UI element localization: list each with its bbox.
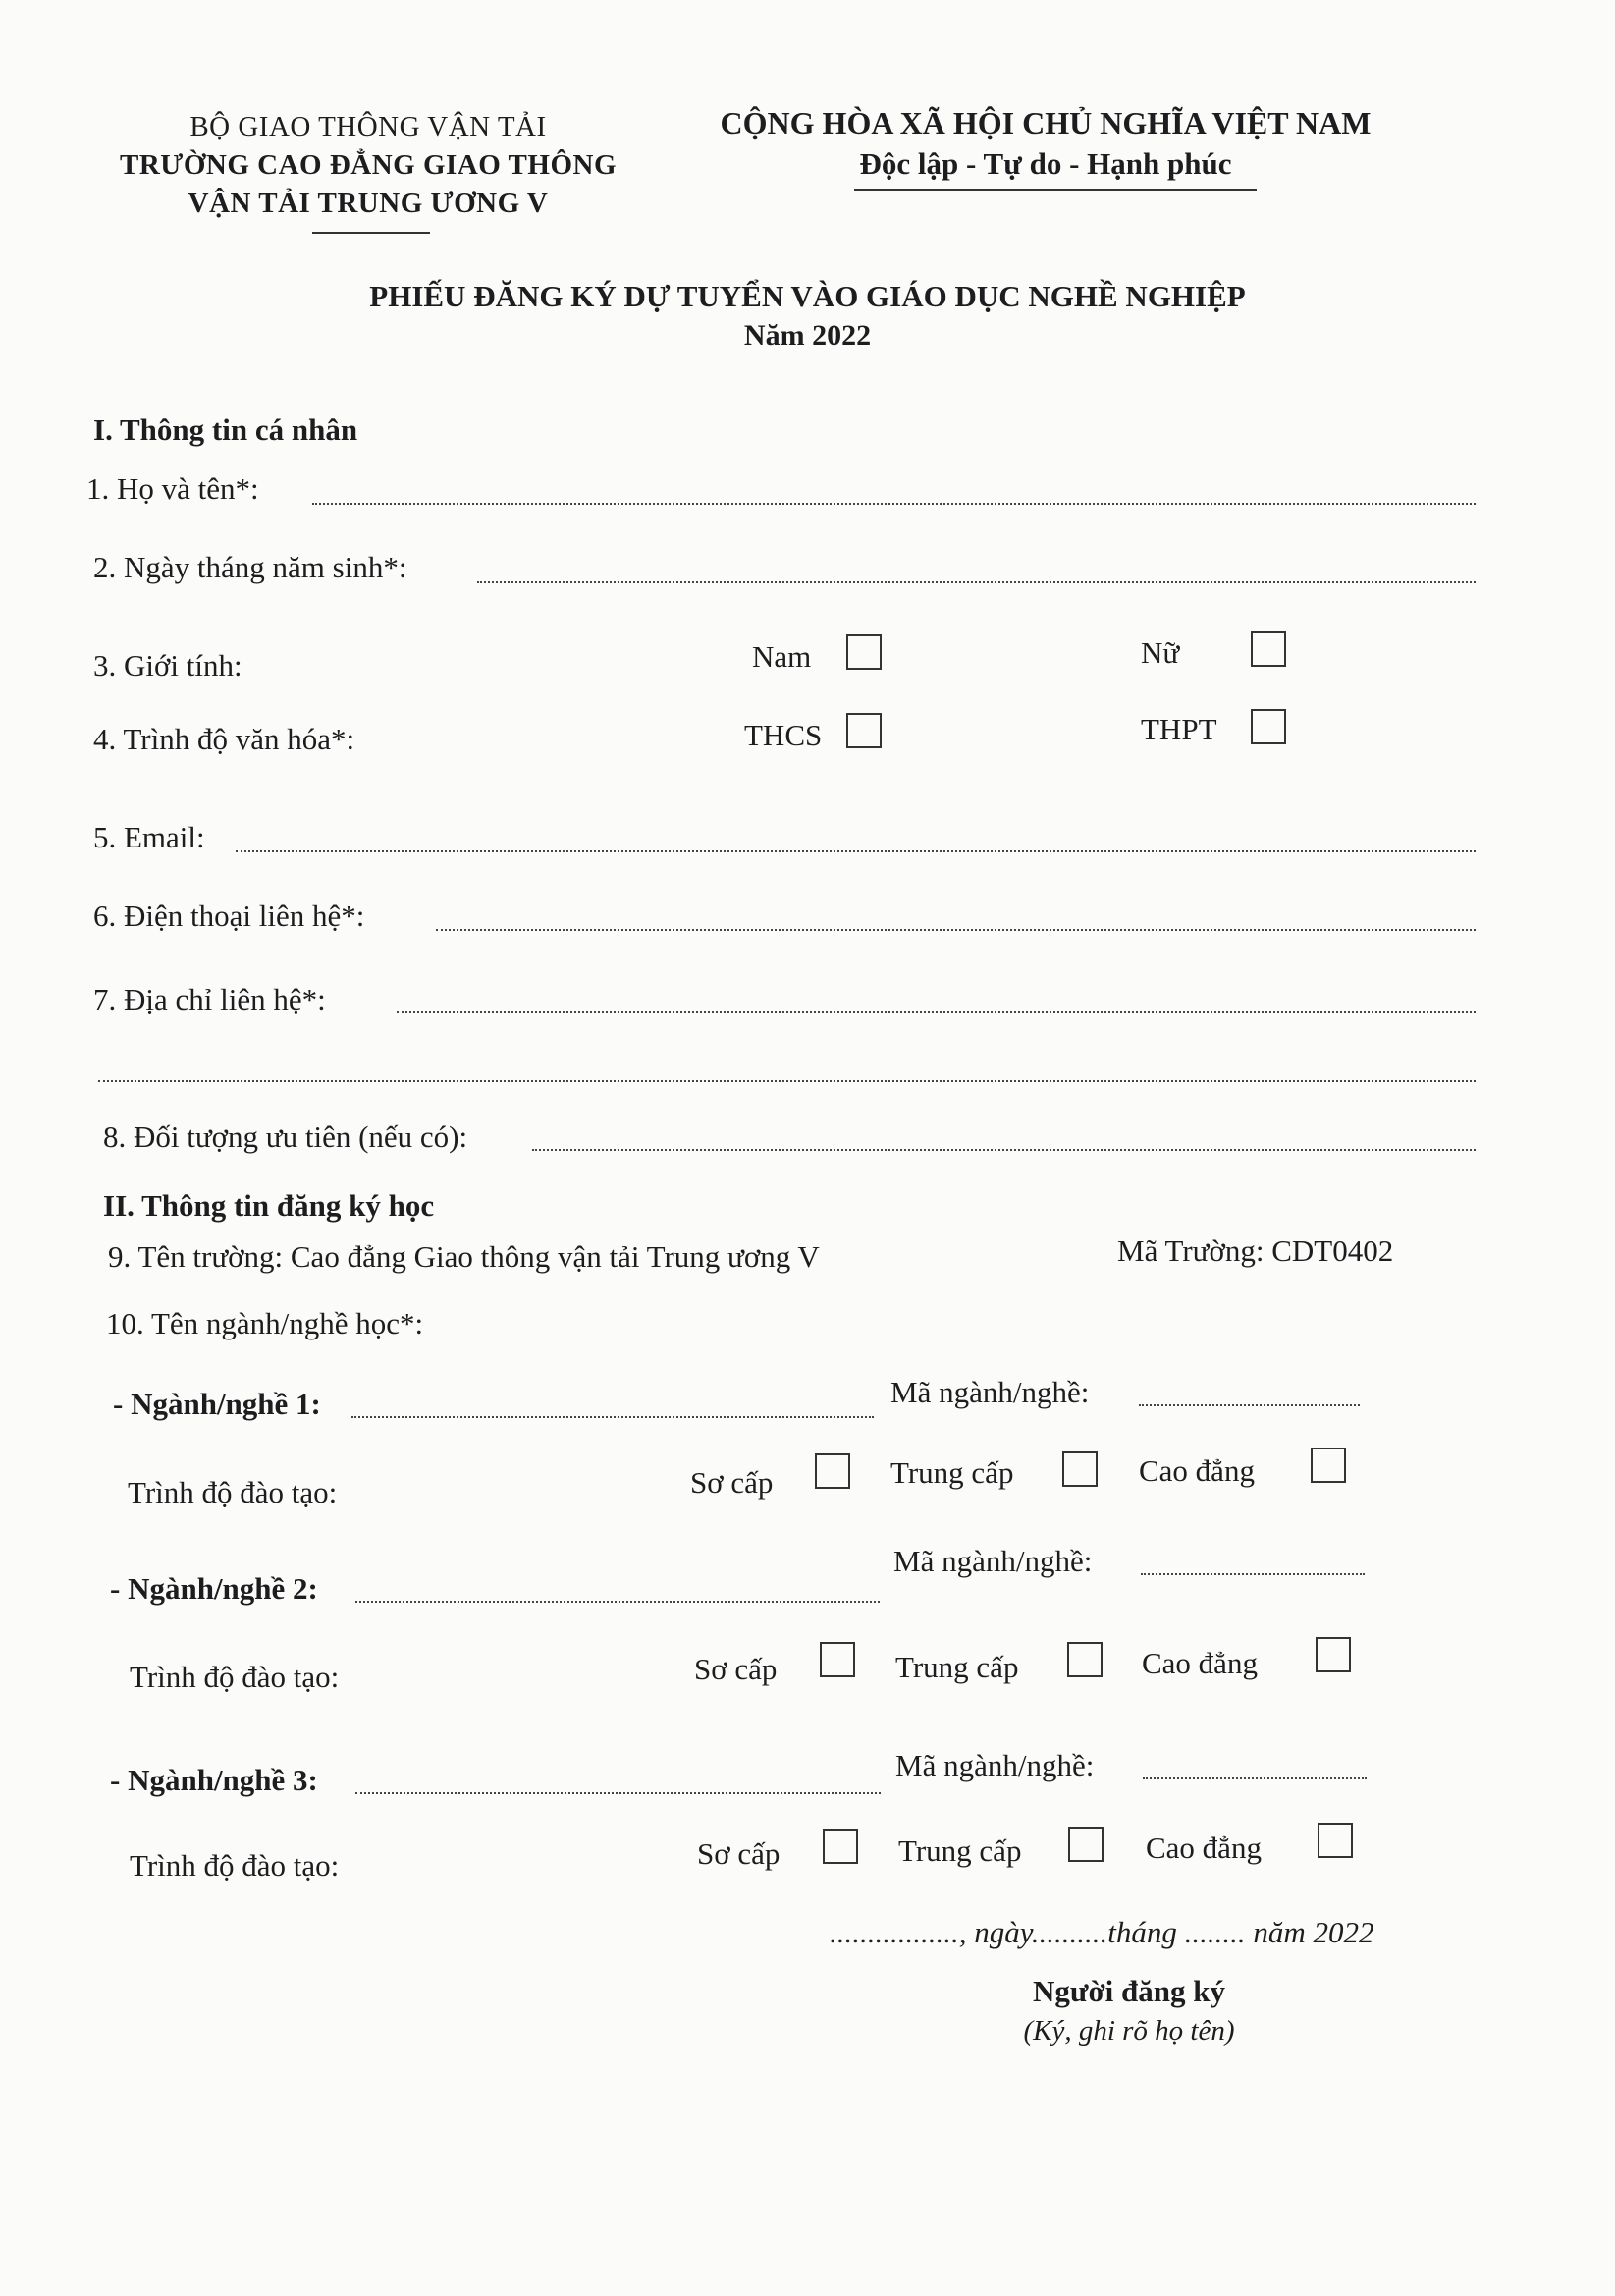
major-1-level-label: Trình độ đào tạo: — [128, 1475, 338, 1509]
address-label: 7. Địa chỉ liên hệ*: — [93, 982, 326, 1016]
major-2-code-field[interactable] — [1141, 1573, 1365, 1575]
major-3-label: - Ngành/nghề 3: — [110, 1763, 318, 1797]
gender-female-checkbox[interactable] — [1251, 631, 1286, 667]
major-2-code-label: Mã ngành/nghề: — [893, 1544, 1093, 1578]
major-1-level-trungcap-checkbox[interactable] — [1062, 1451, 1098, 1487]
major-3-field[interactable] — [355, 1792, 881, 1794]
major-3-level-socap-checkbox[interactable] — [823, 1829, 858, 1864]
major-2-field[interactable] — [355, 1601, 880, 1603]
education-thpt-checkbox[interactable] — [1251, 709, 1286, 744]
major-2-level-trungcap-checkbox[interactable] — [1067, 1642, 1103, 1677]
name-label: 1. Họ và tên*: — [86, 471, 259, 506]
section-study-heading: II. Thông tin đăng ký học — [103, 1188, 435, 1223]
major-2-level-socap-label: Sơ cấp — [694, 1652, 778, 1686]
address-field[interactable] — [397, 1011, 1476, 1013]
issuer-underline — [312, 232, 430, 234]
ministry-name: BỘ GIAO THÔNG VẬN TẢI — [189, 111, 547, 142]
phone-label: 6. Điện thoại liên hệ*: — [93, 899, 365, 933]
major-1-code-label: Mã ngành/nghề: — [890, 1375, 1090, 1409]
priority-field[interactable] — [532, 1149, 1476, 1151]
major-3-level-trungcap-label: Trung cấp — [898, 1833, 1022, 1868]
major-2-label: - Ngành/nghề 2: — [110, 1571, 318, 1606]
major-3-code-label: Mã ngành/nghề: — [895, 1748, 1095, 1782]
major-2-level-socap-checkbox[interactable] — [820, 1642, 855, 1677]
gender-label: 3. Giới tính: — [93, 648, 242, 683]
signer-title: Người đăng ký — [1033, 1974, 1225, 2008]
school-name-field: 9. Tên trường: Cao đẳng Giao thông vận tải Trung ương V — [108, 1239, 820, 1274]
major-3-level-trungcap-checkbox[interactable] — [1068, 1827, 1104, 1862]
email-label: 5. Email: — [93, 820, 205, 854]
major-1-level-socap-checkbox[interactable] — [815, 1453, 850, 1489]
major-1-level-trungcap-label: Trung cấp — [890, 1455, 1014, 1490]
major-1-code-field[interactable] — [1139, 1404, 1360, 1406]
dob-label: 2. Ngày tháng năm sinh*: — [93, 550, 407, 584]
major-2-level-caodang-checkbox[interactable] — [1316, 1637, 1351, 1672]
dob-field[interactable] — [477, 581, 1476, 583]
name-field[interactable] — [312, 503, 1476, 505]
major-label: 10. Tên ngành/nghề học*: — [106, 1306, 424, 1340]
major-2-level-trungcap-label: Trung cấp — [895, 1650, 1019, 1684]
education-thcs-label: THCS — [744, 718, 823, 752]
gender-male-label: Nam — [752, 639, 812, 674]
major-3-level-caodang-checkbox[interactable] — [1318, 1823, 1353, 1858]
email-field[interactable] — [236, 850, 1476, 852]
major-1-level-caodang-label: Cao đẳng — [1139, 1453, 1255, 1488]
nation-block — [668, 102, 1424, 185]
education-thpt-label: THPT — [1141, 712, 1217, 746]
issuer-block — [93, 108, 643, 223]
school-name-line2: VẬN TẢI TRUNG ƯƠNG V — [188, 188, 549, 219]
school-code: Mã Trường: CDT0402 — [1117, 1233, 1394, 1268]
major-1-level-caodang-checkbox[interactable] — [1311, 1448, 1346, 1483]
gender-male-checkbox[interactable] — [846, 634, 882, 670]
nation-name: CỘNG HÒA XÃ HỘI CHỦ NGHĨA VIỆT NAM — [720, 105, 1372, 140]
form-title-block — [0, 277, 1615, 355]
signature-date-line: ................., ngày..........tháng ........ năm 2022 — [830, 1915, 1374, 1949]
section-personal-heading: I. Thông tin cá nhân — [93, 412, 358, 447]
major-3-code-field[interactable] — [1143, 1777, 1367, 1779]
major-1-level-socap-label: Sơ cấp — [690, 1465, 774, 1500]
nation-motto: Độc lập - Tự do - Hạnh phúc — [859, 146, 1232, 181]
phone-field[interactable] — [436, 929, 1476, 931]
major-1-field[interactable] — [351, 1416, 874, 1418]
priority-label: 8. Đối tượng ưu tiên (nếu có): — [103, 1120, 468, 1154]
school-name-line1: TRƯỜNG CAO ĐẲNG GIAO THÔNG — [119, 149, 618, 181]
major-3-level-label: Trình độ đào tạo: — [130, 1848, 340, 1883]
motto-underline — [854, 189, 1257, 191]
major-2-level-caodang-label: Cao đẳng — [1142, 1646, 1258, 1680]
major-2-level-label: Trình độ đào tạo: — [130, 1660, 340, 1694]
address-field-line2[interactable] — [98, 1080, 1476, 1082]
education-thcs-checkbox[interactable] — [846, 713, 882, 748]
major-1-label: - Ngành/nghề 1: — [113, 1387, 321, 1421]
gender-female-label: Nữ — [1141, 635, 1180, 670]
education-label: 4. Trình độ văn hóa*: — [93, 722, 355, 756]
form-title: PHIẾU ĐĂNG KÝ DỰ TUYỂN VÀO GIÁO DỤC NGHỀ NGHIỆP — [369, 279, 1246, 313]
major-3-level-caodang-label: Cao đẳng — [1146, 1831, 1262, 1865]
form-year: Năm 2022 — [743, 319, 872, 352]
signer-note: (Ký, ghi rõ họ tên) — [1023, 2015, 1235, 2047]
major-3-level-socap-label: Sơ cấp — [697, 1836, 781, 1871]
